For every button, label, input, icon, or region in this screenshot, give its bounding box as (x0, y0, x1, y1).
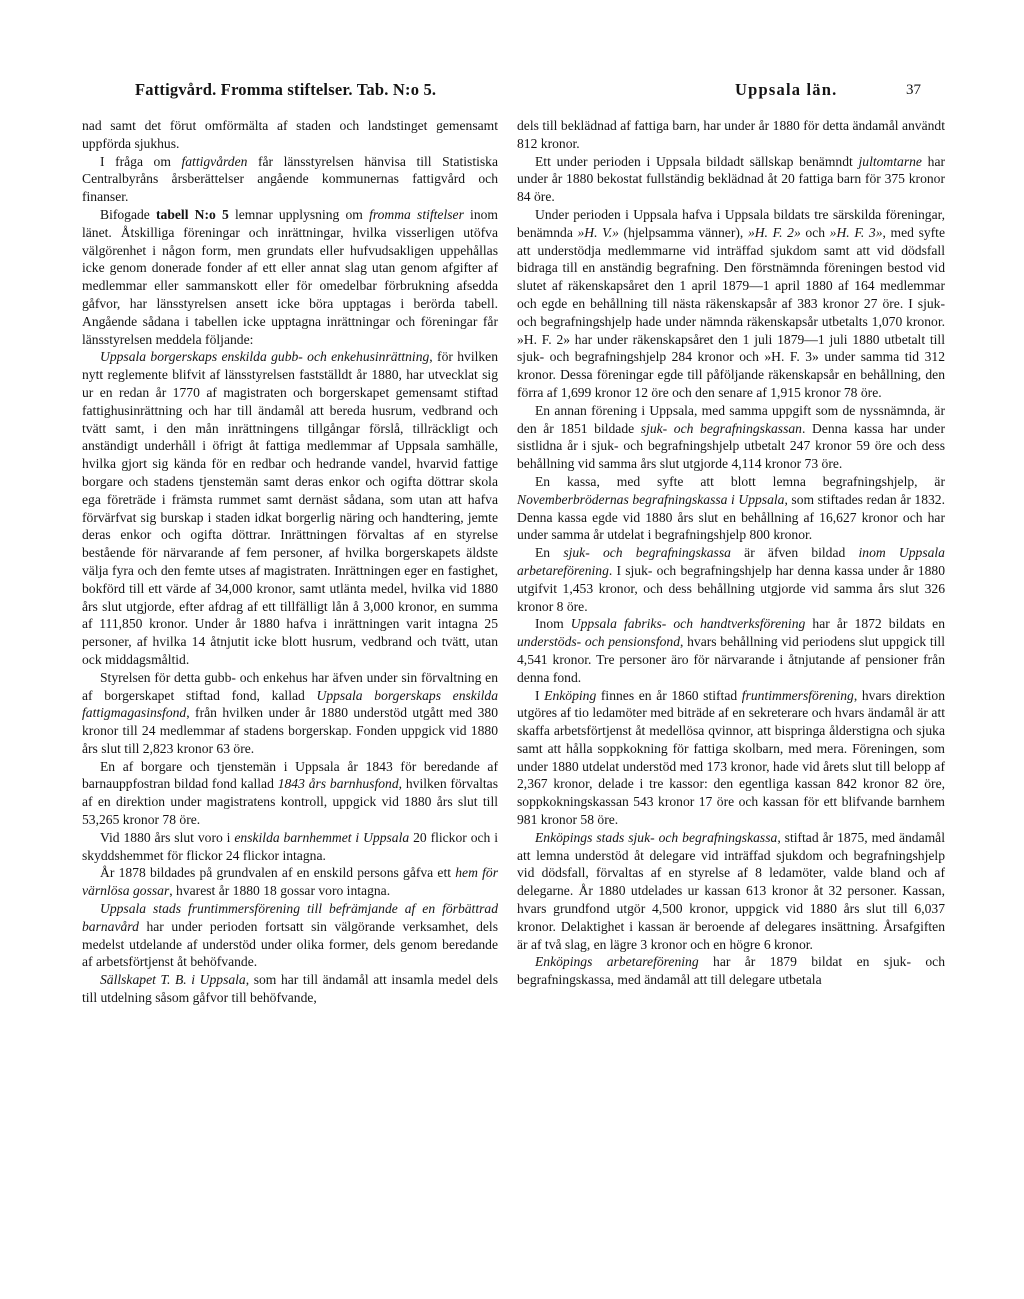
paragraph: Uppsala stads fruntimmersförening till befrämjande af en förbättrad barnavård har under perioden fortsatt sin välgörande verksamhet, dels medelst utdelande af understöd under olika former, dels genom beredande af arbetsförtjenst åt behöfvande. (82, 901, 498, 970)
paragraph: I fråga om fattigvården får länsstyrelsen hänvisa till Statistiska Centralbyråns årsberättelser angående kommunernas fattigvård och finanser. (82, 153, 498, 205)
paragraph: År 1878 bildades på grundvalen af en enskild persons gåfva ett hem för värnlösa gossar, hvarest år 1880 18 gossar voro intagna. (82, 865, 498, 899)
running-header-right: Uppsala län. (735, 80, 838, 99)
running-header-left: Fattigvård. Fromma stiftelser. Tab. N:o 5. (135, 80, 437, 99)
paragraph: nad samt det förut omförmälta af staden och landstinget gemensamt uppförda sjukhus. (82, 118, 498, 151)
right-column (517, 117, 945, 989)
paragraph: Uppsala borgerskaps enskilda gubb- och enkehusinrättning, för hvilken nytt reglemente blifvit af länsstyrelsen fastställdt år 1880, har utvecklat sig ur en redan år 1770 af magistraten och borgerskapet gemensamt stiftad fattighusinrättning och har till ändamål att bereda husrum, vedbrand och tvätt samt, i den mån inrättningens tillgångar förslå, tillräckligt och anständigt underhåll i öfrigt åt fattiga medlemmar af Uppsala samhälle, hvilka gjort sig kända för en redbar och hedrande vandel, hvarvid fattige borgare och stadens tjenstemän samt deras enkor och ogifta döttrar skola ega företräde i främsta rummet samt dernäst sådana, som utan att hafva förvärfvat sig burskap i staden idkat borgerlig näring och handtering, jemte deras enkor och ogifta döttrar. Inrättningen förvaltas af en styrelse bestående för närvarande af fem personer, af hvilka borgerskapets äldste välja fyra och den femte utses af magistraten. Inrättningen eger en fastighet, bokförd till ett värde af 34,000 kronor, samt utlänta medel, hvilka vid 1880 års slut utgjorde, efter afdrag af ett tillfälligt lån å 3,000 kronor, en summa af 111,850 kronor. Under år 1880 hafva i inrättningen varit intagna 25 personer, af hvilka 14 åtnjutit icke blott husrum, vedbrand och tvätt, utan ock middagsmåltid. (82, 349, 499, 667)
paragraph: Enköpings arbetareförening har år 1879 bildat en sjuk- och begrafningskassa, med ändamål att till delegare utbetala (517, 954, 945, 988)
page-number: 37 (906, 82, 921, 98)
paragraph: Under perioden i Uppsala hafva i Uppsala bildats tre särskilda föreningar, benämnda »H. V.» (hjelpsamma vänner), »H. F. 2» och »H. F. 3», med syfte att understödja medlemmarne vid inträffad sjukdom samt att vid dödsfall bidraga till en anständig begrafning. Den förstnämnda föreningen bestod vid slutet af räkenskapsåret den 1 april 1879—1 april 1880 af 164 medlemmar och egde en behållning till nästa räkenskapsår af 383 kronor 27 öre. I sjuk- och begrafningshjelp hade under nämnda räkenskapsår utbetalts 1,070 kronor. »H. F. 2» har under räkenskapsåret den 1 juli 1879—1 juli 1880 utbetalt till sjuk- och begrafningshjelp 284 kronor och »H. F. 3» under samma tid 312 kronor. Dessa föreningar egde till påföljande räkenskapsår en behållning, den förra af 1,699 kronor 12 öre och den senare af 1,915 kronor 78 öre. (517, 206, 945, 400)
paragraph: Ett under perioden i Uppsala bildadt sällskap benämndt jultomtarne har under år 1880 bekostat fullständig beklädnad åt 20 fattiga barn för 375 kronor 84 öre. (517, 153, 946, 205)
paragraph: Vid 1880 års slut voro i enskilda barnhemmet i Uppsala 20 flickor och i skyddshemmet för flickor 24 flickor intagna. (82, 829, 499, 863)
paragraph: I Enköping finnes en år 1860 stiftad fruntimmersförening, hvars direktion utgöres af tio ledamöter med biträde af en sekreterare och hvars ändamål är att skaffa arbetsförtjenst åt medellösa qvinnor, att bispringa ålderstigna och sjuka samt att hålla soppkokning för fattiga skolbarn, med mera. Föreningen, som under 1880 utdelat understöd med 173 kronor, hade vid årets slut till belopp af 2,367 kronor, delade i tre kassor: den egentliga kassan 842 kronor 82 öre, soppkokningskassan 543 kronor 17 öre och kassan för ett blifvande barnhem 981 kronor 58 öre. (517, 687, 945, 828)
paragraph: Inom Uppsala fabriks- och handtverksförening har år 1872 bildats en understöds- och pensionsfond, hvars behållning vid periodens slut uppgick till 4,541 kronor. Tre personer äro för närvarande i åtnjutande af pensioner från denna fond. (517, 616, 945, 685)
paragraph: En sjuk- och begrafningskassa är äfven bildad inom Uppsala arbetareförening. I sjuk- och begrafningshjelp har denna kassa under år 1880 utgifvit 1,453 kronor, och dess behållning utgjorde vid samma års slut 326 kronor 8 öre. (517, 545, 945, 614)
paragraph: Sällskapet T. B. i Uppsala, som har till ändamål att insamla medel dels till utdelning såsom gåfvor till behöfvande, (82, 972, 498, 1006)
paragraph: Bifogade tabell N:o 5 lemnar upplysning om fromma stiftelser inom länet. Åtskilliga föreningar och inrättningar, hvilka visserligen utöfva välgörenhet i någon form, men grundats eller hufvudsakligen uppehållas icke genom donerade fonder af ett eller annat slag utan genom afgifter af medlemmar eller sammanskott eller för omedelbar förbrukning afsedda gåfvor, har länsstyrelsen ansett icke böra upptagas i berörda tabell. Angående sådana i tabellen icke upptagna inrättningar och föreningar får länsstyrelsen meddela följande: (82, 206, 498, 347)
paragraph: Styrelsen för detta gubb- och enkehus har äfven under sin förvaltning en af borgerskapet stiftad fond, kallad Uppsala borgerskaps enskilda fattigmagasinsfond, från hvilken under år 1880 understöd utgått med 380 kronor till 24 medlemmar af stadens borgerskap. Fonden uppgick vid 1880 års slut till 2,823 kronor 63 öre. (82, 669, 498, 756)
left-column (82, 117, 498, 1007)
paragraph: En annan förening i Uppsala, med samma uppgift som de nyssnämnda, är den år 1851 bildade sjuk- och begrafningskassan. Denna kassa har under sistlidna år i sjuk- och begrafningshjelp utbetalt 247 kronor 59 öre och dess behållning vid samma års slut utgjorde 4,114 kronor 73 öre. (517, 402, 945, 472)
paragraph: En af borgare och tjenstemän i Uppsala år 1843 för beredande af barnauppfostran bildad fond kallad 1843 års barnhusfond, hvilken förvaltas af en direktion under magistratens kontroll, uppgick vid 1880 års slut till 53,265 kronor 78 öre. (82, 758, 499, 828)
paragraph: En kassa, med syfte att blott lemna begrafningshjelp, är Novemberbrödernas begrafningskassa i Uppsala, som stiftades redan år 1832. Denna kassa egde vid 1880 års slut en behållning af 16,627 kronor och har under samma år utdelat i begrafningshjelp 800 kronor. (517, 473, 945, 543)
paragraph: Enköpings stads sjuk- och begrafningskassa, stiftad år 1875, med ändamål att lemna understöd åt delegare vid inträffad sjukdom och begrafningshjelp vid dödsfall, förvaltas af en styrelse af 8 ledamöter, valde bland och af delegarne. År 1880 utdelades ur kassan 613 kronor åt 32 personer. Kassan, hvars grundfond utgör 4,500 kronor, uppgick vid 1880 års slut till 6,037 kronor. Delaktighet i kassan är beroende af delegares insättning. Årsafgiften är af två slag, en lägre 3 kronor och en högre 6 kronor. (517, 829, 945, 952)
paragraph: dels till beklädnad af fattiga barn, har under år 1880 för detta ändamål användt 812 kronor. (517, 118, 945, 151)
